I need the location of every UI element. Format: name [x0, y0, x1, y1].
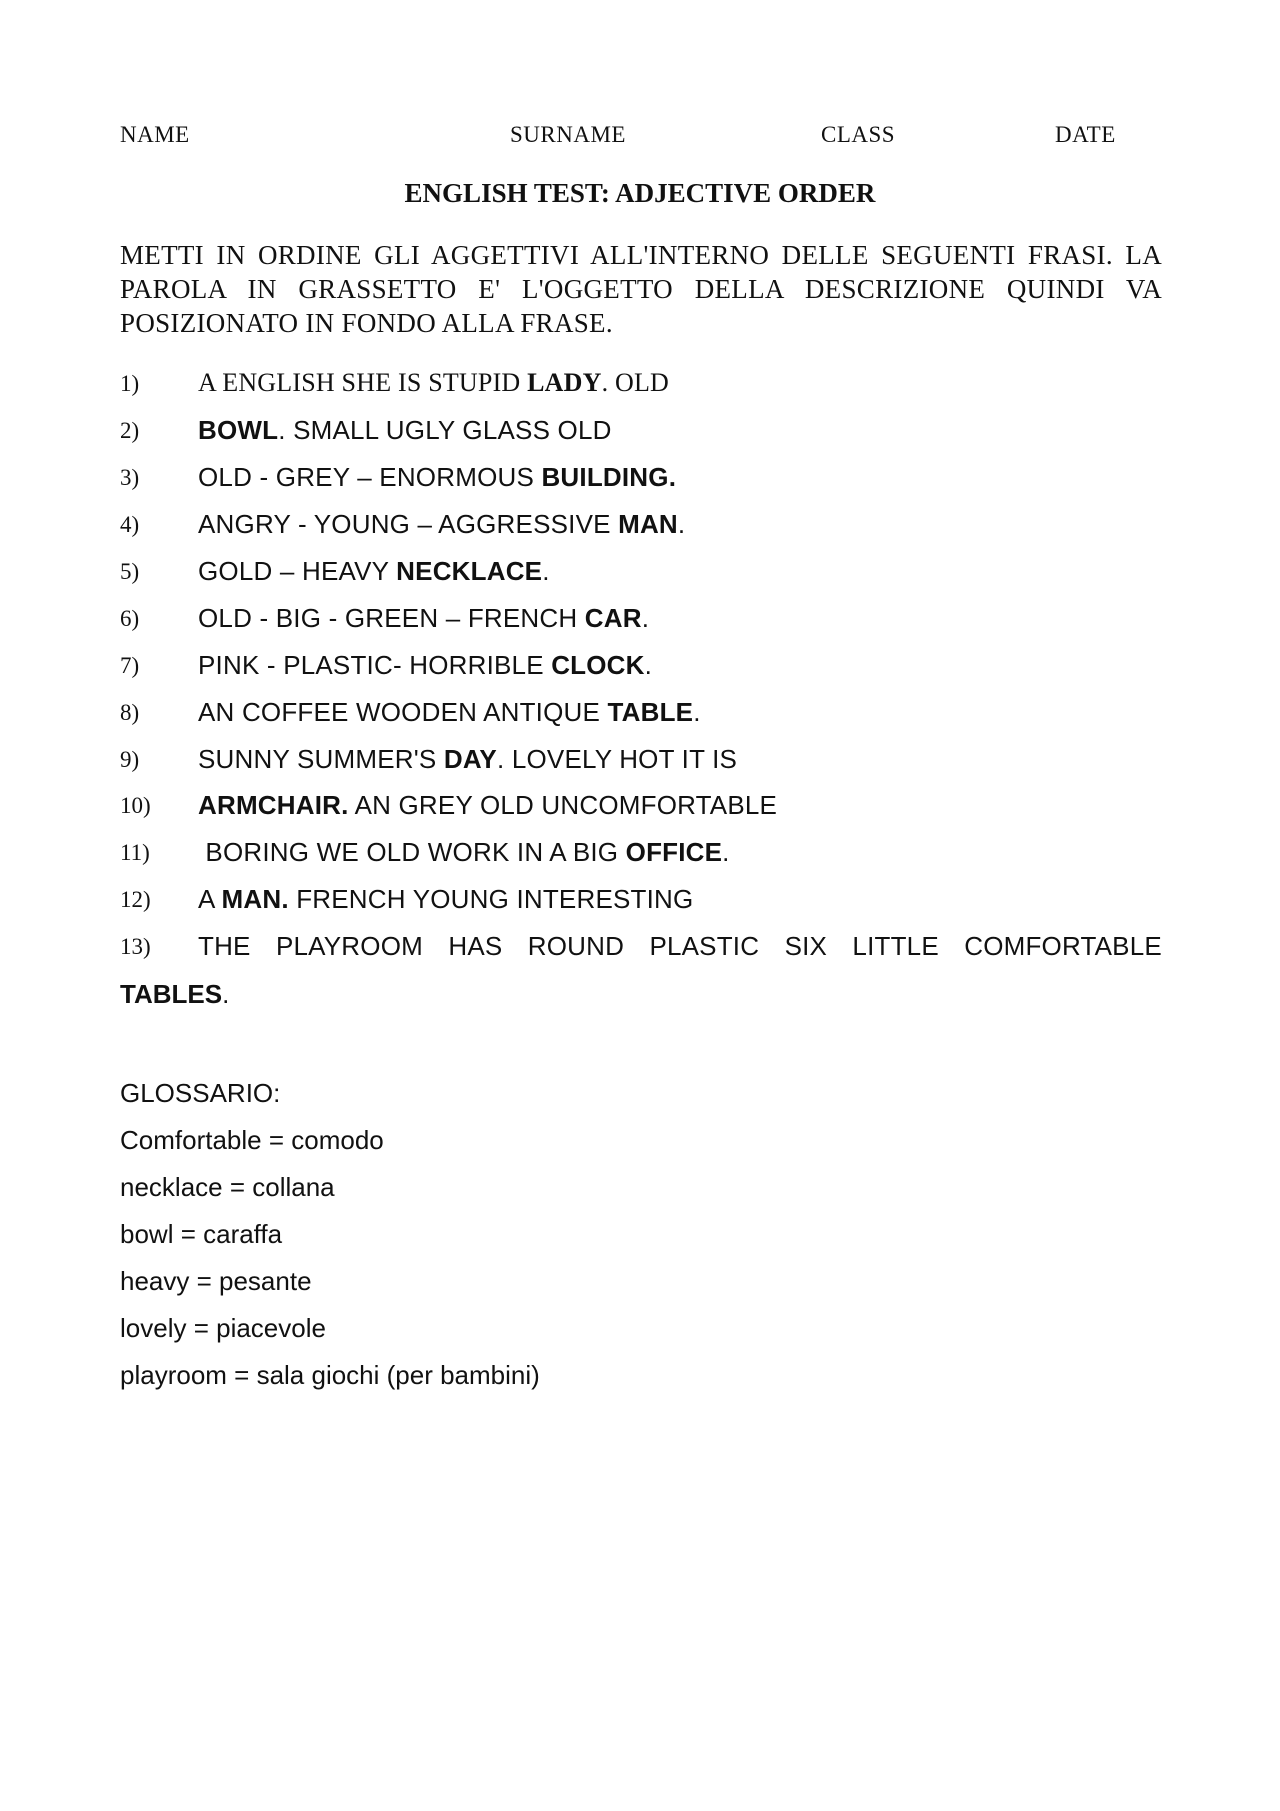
exercise-number: 4) — [120, 512, 140, 537]
exercise-number: 8) — [120, 700, 140, 725]
exercise-text-post: . — [542, 556, 550, 586]
glossary-entry: necklace = collana — [120, 1172, 335, 1202]
exercise-item — [120, 556, 1162, 590]
exercise-keyword: NECKLACE — [396, 556, 543, 586]
exercise-text — [198, 744, 737, 775]
exercise-word: PLASTIC — [649, 931, 760, 961]
exercise-text — [198, 368, 669, 398]
exercise-word: SIX — [784, 931, 828, 961]
exercise-text-post: . — [641, 603, 650, 633]
exercise-item — [120, 744, 1162, 778]
exercise-text-pre: OLD - GREY – ENORMOUS — [198, 462, 542, 492]
exercise-item — [120, 603, 1162, 637]
exercise-text-pre: GOLD – HEAVY — [198, 556, 397, 586]
glossary-heading: GLOSSARIO: — [120, 1078, 281, 1108]
surname-label: SURNAME — [510, 122, 626, 147]
exercise-item — [120, 790, 1162, 824]
exercise-number: 1) — [120, 371, 140, 396]
exercise-keyword: CLOCK — [551, 650, 645, 680]
exercise-keyword: MAN. — [221, 884, 289, 914]
exercise-text — [198, 790, 777, 821]
exercise-text — [198, 697, 701, 728]
exercise-text-post: . — [644, 650, 653, 680]
exercise-item-13 — [120, 931, 1162, 1021]
exercise-number: 11) — [120, 840, 150, 865]
exercise-text-post: . OLD — [601, 368, 670, 397]
glossary-entry: heavy = pesante — [120, 1266, 312, 1296]
exercise-text — [198, 837, 730, 868]
exercise-number: 6) — [120, 606, 140, 631]
exercise-number: 12) — [120, 887, 151, 912]
exercise-text-pre: ANGRY - YOUNG – AGGRESSIVE — [198, 509, 619, 539]
exercise-text — [198, 650, 652, 681]
glossary-entry: bowl = caraffa — [120, 1219, 283, 1249]
exercise-number: 3) — [120, 465, 140, 490]
exercise-text-post: . — [722, 837, 730, 867]
exercise-text-pre: OLD - BIG - GREEN – FRENCH — [198, 603, 585, 633]
exercise-text — [198, 415, 612, 446]
exercise-word: ROUND — [527, 931, 625, 961]
exercise-text-post: FRENCH YOUNG INTERESTING — [288, 884, 694, 914]
exercise-word: PLAYROOM — [275, 931, 423, 961]
exercise-item — [120, 884, 1162, 918]
glossary-entry: playroom = sala giochi (per bambini) — [120, 1360, 540, 1390]
exercise-keyword: TABLES — [120, 979, 223, 1009]
exercise-item — [120, 509, 1162, 543]
exercise-text-post: . — [222, 979, 230, 1009]
glossary-entry: lovely = piacevole — [120, 1313, 326, 1343]
exercise-keyword: LADY — [527, 368, 602, 397]
exercise-item — [120, 368, 1162, 402]
exercise-text-pre: AN COFFEE WOODEN ANTIQUE — [198, 697, 608, 727]
exercise-text-pre: BORING WE OLD WORK IN A BIG — [198, 837, 626, 867]
exercise-text — [198, 603, 649, 634]
exercise-item — [120, 697, 1162, 731]
glossary-entry: Comfortable = comodo — [120, 1125, 384, 1155]
instructions-paragraph: METTI IN ORDINE GLI AGGETTIVI ALL'INTERNO DELLE SEGUENTI FRASI. LA PAROLA IN GRASSETTO E' L'OGGETTO DELLA DESCRIZIONE QUINDI VA POSIZIONATO IN FONDO ALLA FRASE. — [120, 240, 1162, 338]
exercise-text — [198, 509, 685, 540]
exercise-number: 7) — [120, 653, 140, 678]
exercise-number: 13) — [120, 934, 151, 959]
exercise-keyword: MAN — [618, 509, 678, 539]
exercise-number: 2) — [120, 418, 140, 443]
exercise-text-pre: PINK - PLASTIC- HORRIBLE — [198, 650, 552, 680]
exercise-number: 9) — [120, 747, 140, 772]
exercise-text-post: AN GREY OLD UNCOMFORTABLE — [348, 790, 778, 820]
exercise-item — [120, 415, 1162, 449]
exercise-text — [198, 462, 676, 493]
exercise-text-pre: SUNNY SUMMER'S — [198, 744, 444, 774]
exercise-text-post: . — [693, 697, 701, 727]
exercise-word: LITTLE — [852, 931, 939, 961]
exercise-text-post: . SMALL UGLY GLASS OLD — [278, 415, 612, 445]
exercise-text-pre: A ENGLISH SHE IS STUPID — [198, 368, 528, 397]
exercise-keyword: ARMCHAIR. — [198, 790, 349, 820]
exercise-text-pre: A — [198, 884, 222, 914]
exercise-keyword: TABLE — [607, 697, 694, 727]
date-label: DATE — [1055, 122, 1116, 147]
exercise-word: COMFORTABLE — [964, 931, 1162, 961]
exercise-keyword: BUILDING. — [541, 462, 677, 492]
exercise-item — [120, 837, 1162, 871]
exercise-keyword: OFFICE — [625, 837, 723, 867]
exercise-text — [198, 931, 1162, 962]
exercise-item — [120, 462, 1162, 496]
exercise-keyword: DAY — [443, 744, 497, 774]
page-title: ENGLISH TEST: ADJECTIVE ORDER — [404, 178, 876, 208]
header-row — [0, 122, 1280, 152]
exercise-continuation — [120, 979, 229, 1010]
exercise-word: THE — [198, 931, 251, 961]
exercise-number: 10) — [120, 793, 151, 818]
exercise-number: 5) — [120, 559, 140, 584]
exercise-word: HAS — [448, 931, 503, 961]
exercise-text-post: . LOVELY HOT IT IS — [496, 744, 738, 774]
exercise-text — [198, 556, 550, 587]
exercise-keyword: CAR — [584, 603, 642, 633]
class-label: CLASS — [821, 122, 896, 147]
exercise-text-post: . — [677, 509, 686, 539]
exercise-text — [198, 884, 693, 915]
name-label: NAME — [120, 122, 190, 147]
exercise-keyword: BOWL — [198, 415, 279, 445]
exercise-item — [120, 650, 1162, 684]
